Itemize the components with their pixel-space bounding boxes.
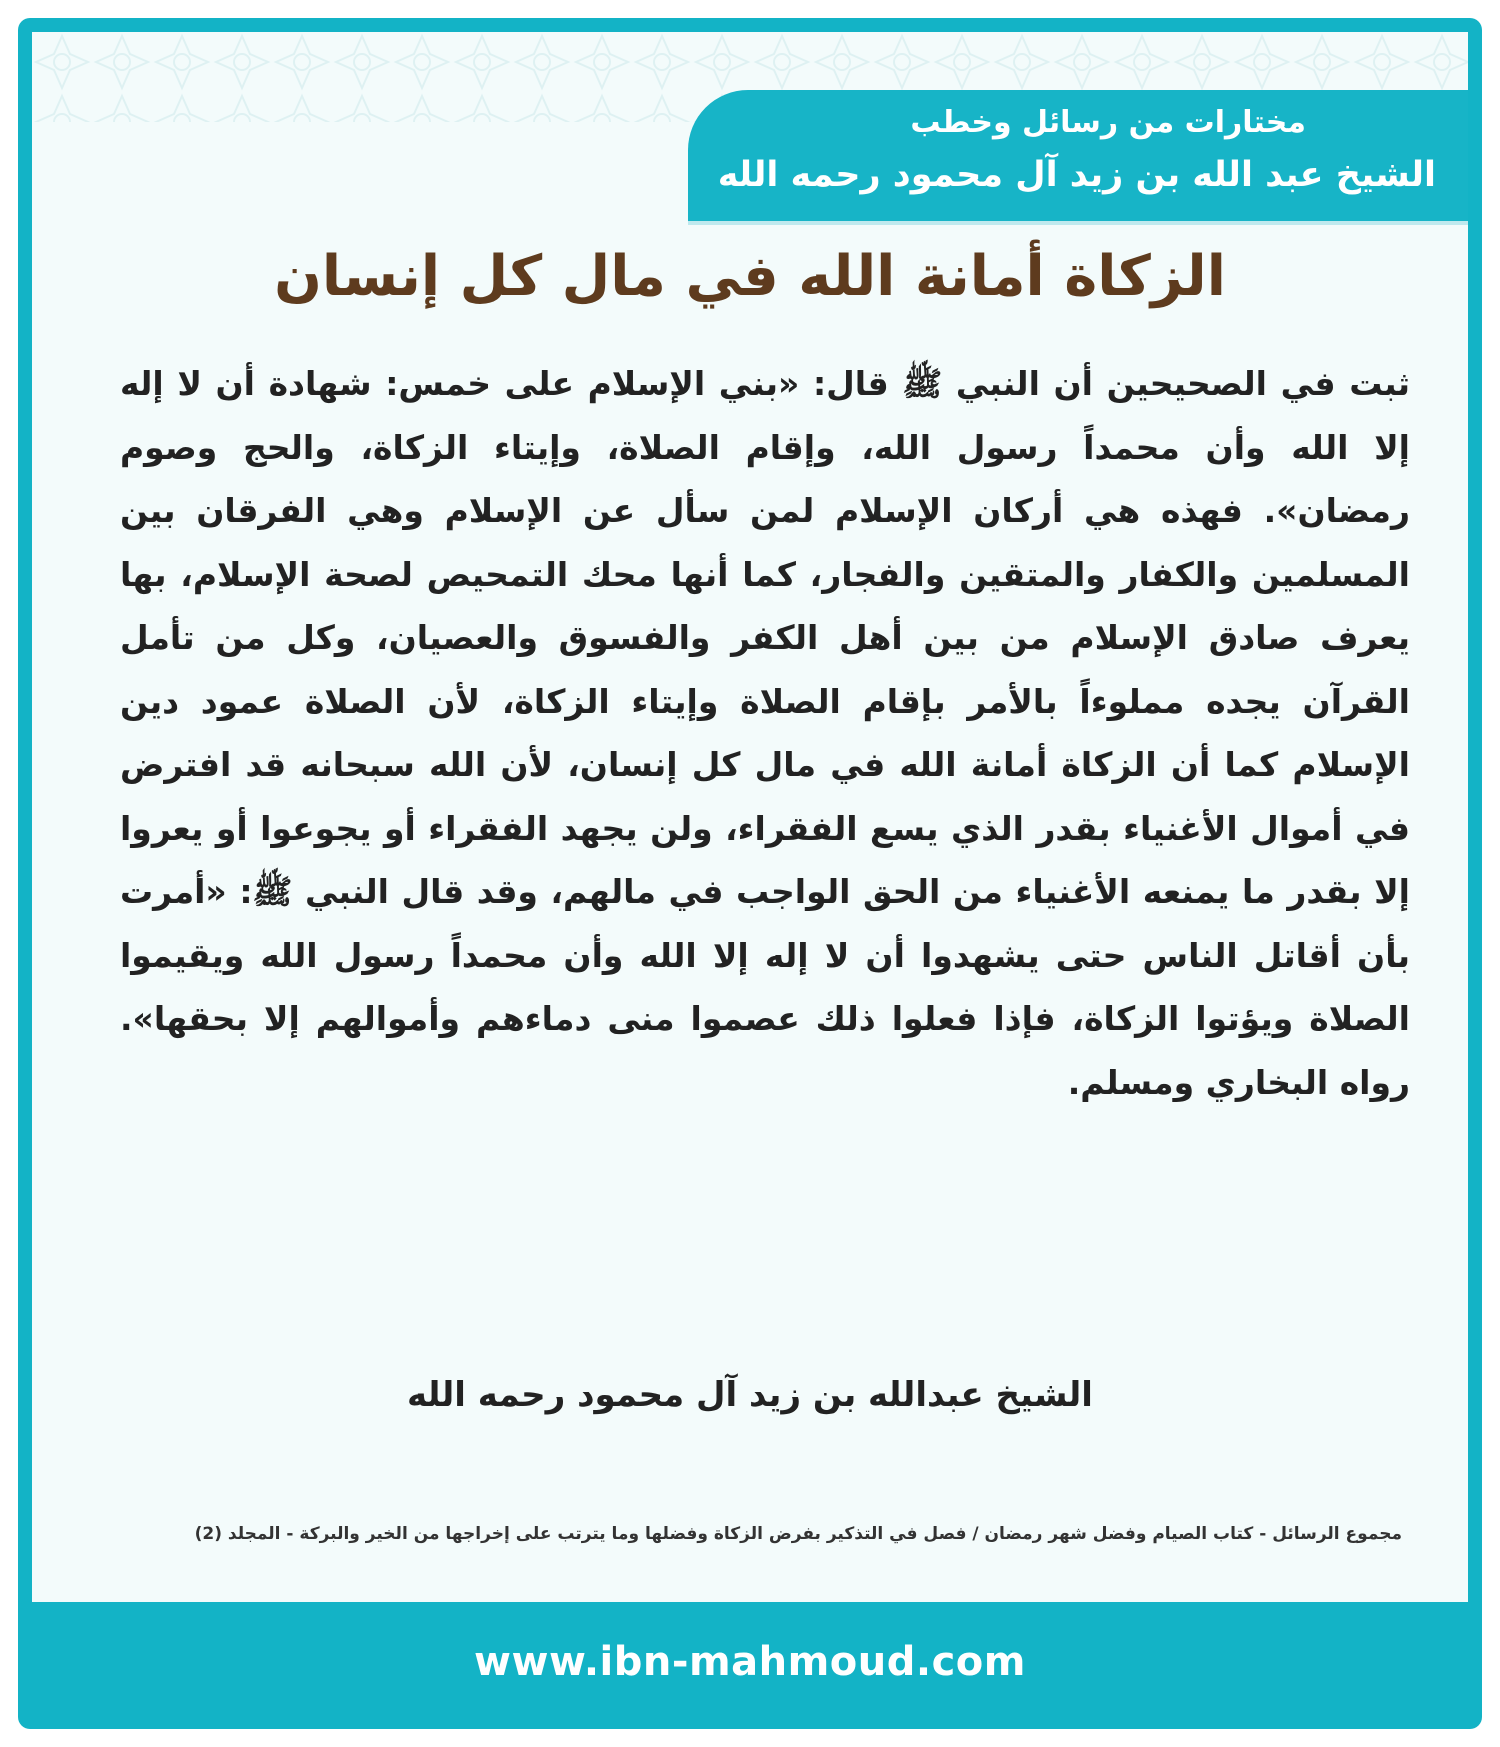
article-title: الزكاة أمانة الله في مال كل إنسان — [274, 244, 1226, 309]
header-banner — [688, 90, 1468, 225]
website-link[interactable]: www.ibn-mahmoud.com — [474, 1639, 1026, 1685]
header-author: الشيخ عبد الله بن زيد آل محمود رحمه الله — [717, 155, 1436, 195]
article-body: ثبت في الصحيحين أن النبي ﷺ قال: «بني الإسلام على خمس: شهادة أن لا إله إلا الله وأن محمداً رسول الله، وإقام الصلاة، وإيتاء الزكاة، والحج وصوم رمضان». فهذه هي أركان الإسلام لمن سأل عن الإسلام وهي الفرقان بين المسلمين والكفار والمتقين والفجار، كما أنها محك التمحيص لصحة الإسلام، بها يعرف صادق الإسلام من بين أهل الكفر والفسوق والعصيان، وكل من تأمل القرآن يجده مملوءاً بالأمر بإقام الصلاة وإيتاء الزكاة، لأن الصلاة عمود دين الإسلام كما أن الزكاة أمانة الله في مال كل إنسان، لأن الله سبحانه قد افترض في أموال الأغنياء بقدر الذي يسع الفقراء، ولن يجهد الفقراء أو يجوعوا أو يعروا إلا بقدر ما يمنعه الأغنياء من الحق الواجب في مالهم، وقد قال النبي ﷺ: «أمرت بأن أقاتل الناس حتى يشهدوا أن لا إله إلا الله وأن محمداً رسول الله ويقيموا الصلاة ويؤتوا الزكاة، فإذا فعلوا ذلك عصموا منى دماءهم وأموالهم إلا بحقها». رواه البخاري ومسلم. — [120, 364, 1410, 1102]
header-subtitle: مختارات من رسائل وخطب — [910, 105, 1306, 140]
author-signature: الشيخ عبدالله بن زيد آل محمود رحمه الله — [407, 1375, 1093, 1415]
content-card — [32, 32, 1468, 1602]
source-citation: مجموع الرسائل - كتاب الصيام وفضل شهر رمضان / فصل في التذكير بفرض الزكاة وفضلها وما يترتب على إخراجها من الخير والبركة - المجلد (2) — [194, 1524, 1402, 1544]
